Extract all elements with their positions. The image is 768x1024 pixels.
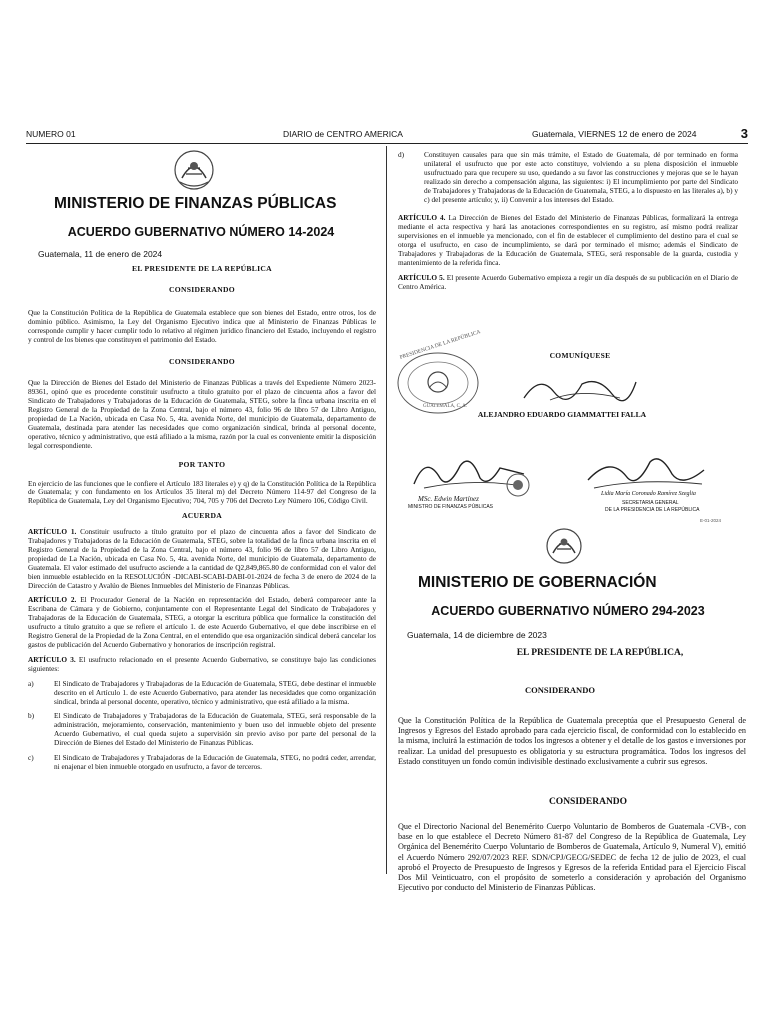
article-4	[398, 214, 738, 267]
list-item: d) Constituyen causales para que sin más trámite, el Estado de Guatemala, dé por terminado en forma unilateral el usufructo que por este acto constituye, volviendo a su plena disposición el inmueble usufructuado para que recupere su uso, quedando a su favor las construcciones y mejoras que se le hayan realizado sin derecho a compensación alguna, las siguientes: i) El incumplimiento por parte del Sindicato de Trabajadores y Trabajadoras de la Educación de Guatemala, STEG, a lo dispuesto en las literales a), b) y c) del presente artículo; y, ii) Convenir a los intereses del Estado.	[398, 150, 738, 204]
article-5	[398, 274, 738, 292]
minister-title: MINISTRO DE FINANZAS PÚBLICAS	[408, 504, 494, 510]
considerando-heading-1: CONSIDERANDO	[168, 284, 236, 294]
considerando-heading-3: CONSIDERANDO	[525, 685, 595, 695]
column-divider	[386, 146, 387, 874]
article-5-label: ARTÍCULO 5.	[398, 272, 445, 282]
page-header	[26, 127, 748, 141]
article-5-text: El presente Acuerdo Gubernativo empieza a regir un día después de su publicación en el Diario de Centro América.	[398, 272, 739, 291]
decree-title-2: ACUERDO GUBERNATIVO NÚMERO 294-2023	[431, 604, 705, 618]
list-item: b) El Sindicato de Trabajadores y Trabajadoras de la Educación de Guatemala, STEG, será responsable de la administración, mejoramiento, conservación, mantenimiento y buen uso del inmueble objeto del presente Acuerdo Gubernativo, el cual queda sujeto a supervisión sin previo aviso por parte del personal de la Dirección de Bienes del Estado del Ministerio de Finanzas Públicas.	[28, 711, 376, 748]
left-column	[28, 265, 376, 778]
article-3	[28, 656, 376, 674]
newspaper-name: DIARIO de CENTRO AMERICA	[283, 129, 403, 139]
issue-number: NUMERO 01	[26, 129, 76, 139]
header-date: Guatemala, VIERNES 12 de enero de 2024	[532, 129, 697, 139]
right-column-top	[398, 151, 738, 298]
article-1-label: ARTÍCULO 1.	[28, 527, 77, 537]
article-1	[28, 528, 376, 590]
por-tanto-heading: POR TANTO	[178, 459, 226, 469]
article-2-label: ARTÍCULO 2.	[28, 595, 77, 605]
decree-date-2: Guatemala, 14 de diciembre de 2023	[407, 630, 547, 640]
article-3-text: El usufructo relacionado en el presente Acuerdo Gubernativo, se constituye bajo las condiciones siguientes:	[28, 654, 377, 673]
seal-text-top: PRESIDENCIA DE LA REPÚBLICA	[399, 329, 482, 361]
header-rule	[26, 143, 748, 144]
page-number: 3	[740, 126, 748, 141]
minister-name: MSc. Edwin Martínez	[418, 495, 479, 503]
article-1-text: Constituir usufructo a título gratuito por el plazo de cincuenta años a favor del Sindicato de Trabajadores y Trabajadoras de la Educación de Guatemala, STEG, sobre la totalidad de la finca urbana inscrita en el Registro General de la Propiedad de la Zona Central, bajo el número 43, folio 96 de libro 57 de Libro Antiguo, propiedad de La Nación, ubicada en Casa No. 5, 4ta. avenida Norte, del municipio de Guatemala, departamento de Guatemala. El valor estimado del usufructo asciende a la cantidad de Q2,849,865.80 de conformidad con el valor del bien inmueble establecido en la RESOLUCIÓN -DICABI-SCABI-DABI-01-2024 de fecha 3 de enero de 2024 de la Dirección de Catastro y Avalúo de Bienes Inmuebles del Ministerio de Finanzas Públicas.	[28, 527, 377, 590]
paragraph-1: Que la Constitución Política de la República de Guatemala establece que son bienes del Estado, entre otros, los de dominio público. Asimismo, la Ley del Organismo Ejecutivo indica que al Ministerio de Finanzas Públicas le corresponde cumplir y hacer cumplir todo lo relativo al régimen jurídico financiero del Estado, incluyendo el registro y control de los bienes que constituyen el patrimonio del Estado.	[28, 307, 376, 344]
coat-of-arms-icon	[172, 148, 216, 192]
small-seal-icon	[505, 472, 531, 498]
decree-title: ACUERDO GUBERNATIVO NÚMERO 14-2024	[67, 225, 335, 239]
article-4-text: La Dirección de Bienes del Estado del Ministerio de Finanzas Públicas, formalizará la entrega mediante el acta respectiva y hará las anotaciones correspondientes en su registro, así mismo podrá realizar supervisiones en el inmueble ya mencionado, con el fin de establecer el cumplimiento del destino para el cual se otorga el usufructo, en caso de incumplimiento, se dará por terminado el mismo; además el Sindicato de Trabajadores y Trabajadoras de la Educación de Guatemala, STEG, será responsable de la guarda, custodia y mantenimiento de la referida finca.	[398, 213, 738, 267]
president-heading-2: EL PRESIDENTE DE LA REPÚBLICA,	[516, 648, 684, 658]
considerando-heading-2: CONSIDERANDO	[168, 357, 236, 367]
article-4-label: ARTÍCULO 4.	[398, 213, 446, 223]
paragraph-4: Que la Constitución Política de la República de Guatemala preceptúa que el Presupuesto General de Ingresos y Egresos del Estado aprobado para cada ejercicio fiscal, de conformidad con lo establecido en la misma, incluirá la estimación de todos los ingresos a obtener y el detalle de los gastos e inversiones por realizar. La unidad del presupuesto es obligatoria y su estructura programática. Todos los ingresos del Estado constituyen un fondo común indivisible destinado exclusivamente a cubrir sus egresos.	[398, 716, 746, 766]
coat-of-arms-icon	[544, 526, 584, 566]
secretary-title-2: DE LA PRESIDENCIA DE LA REPÚBLICA	[605, 507, 700, 513]
president-name: ALEJANDRO EDUARDO GIAMMATTEI FALLA	[477, 410, 647, 419]
article-2	[28, 596, 376, 649]
article-3-label: ARTÍCULO 3.	[28, 654, 76, 664]
president-signature-icon	[520, 370, 640, 406]
list-item: c) El Sindicato de Trabajadores y Trabajadoras de la Educación de Guatemala, STEG, no podrá ceder, arrendar, ni enajenar el bien inmueble otorgado en usufructo, a favor de terceros.	[28, 753, 376, 771]
paragraph-3: En ejercicio de las funciones que le confiere el Artículo 183 literales e) y q) de la Constitución Política de la República de Guatemala; y con fundamento en los Artículos 35 literal m) del Decreto Número 114-97 del Congreso de la República de Guatemala, Ley del Organismo Ejecutivo; 704, 705 y 706 del Decreto Ley Número 106, Código Civil.	[28, 478, 376, 506]
comuniquese-heading: COMUNÍQUESE	[549, 351, 611, 360]
paragraph-2: Que la Dirección de Bienes del Estado del Ministerio de Finanzas Públicas a través del Expediente Número 2023-89361, opinó que es procedente constituir usufructo a título gratuito por el plazo de cincuenta años a favor del Sindicato de Trabajadores y Trabajadoras de la Educación de Guatemala, STEG, sobre la finca urbana inscrita en el Registro General de la Propiedad de la Zona Central, bajo el número 43, folio 96 de libro 57 de Libro Antiguo, propiedad de La Nación, ubicada en Casa No. 5, 4ta. avenida Norte, del municipio de Guatemala, departamento de Guatemala, destinada para atender las necesidades que como organización sindical, brinda al personal docente, operativo, técnico y administrativo, que está afiliado a la misma, razón por la cual es conveniente emitir la disposición legal correspondiente.	[28, 378, 376, 450]
article-2-text: El Procurador General de la Nación en representación del Estado, deberá comparecer ante la Escribana de Cámara y de Gobierno, conjuntamente con el Representante Legal del Sindicato de Trabajadores y Trabajadoras de la Educación de Guatemala, STEG, a otorgar la escritura pública que formalice la constitución del usufructo a título gratuito a que se refiere el artículo 1. de este Acuerdo Gubernativo, el que debe inscribirse en el Registro General de la Propiedad de la Zona Central, en el entendido que esa organización sindical deberá cancelar los gastos de publicación del Acuerdo Gubernativo y honorarios de inscripción registral.	[28, 595, 376, 649]
president-heading: EL PRESIDENTE DE LA REPÚBLICA	[132, 264, 272, 273]
decree-date: Guatemala, 11 de enero de 2024	[38, 249, 163, 259]
ministry-title: MINISTERIO DE FINANZAS PÚBLICAS	[54, 195, 337, 212]
list-item: a) El Sindicato de Trabajadores y Trabajadoras de la Educación de Guatemala, STEG, debe destinar el inmueble descrito en el Artículo 1. de este Acuerdo Gubernativo, para atender las necesidades que como organización sindical, brinda al personal docente, operativo, técnico y administrativo, que está afiliado a la misma.	[28, 678, 376, 706]
acuerda-heading: ACUERDA	[181, 511, 223, 521]
document-code: E-01-2024	[700, 518, 722, 523]
considerando-heading-4: CONSIDERANDO	[548, 797, 628, 807]
paragraph-5: Que el Directorio Nacional del Benemérito Cuerpo Voluntario de Bomberos de Guatemala -CVB-, con base en lo que establece el Decreto Número 81-87 del Congreso de la República de Guatemala, Ley Orgánica del Benemérito Cuerpo Voluntario de Bomberos de Guatemala, Artículo 9, Numeral V), emitió el Acuerdo Número 292/07/2023 REF. SDN/CPJ/GECG/SEDEC de fecha 12 de julio de 2023, el cual aprobó el Proyecto de Presupuesto de Ingresos y Egresos de la referida Entidad para el Ejercicio Fiscal Dos Mil Veinticuatro, con el propósito de someterlo a consideración y aprobación del Organismo Ejecutivo por conducto del Ministerio de Finanzas Públicas.	[398, 822, 746, 893]
seal-text-bottom: GUATEMALA, C. A.	[423, 404, 468, 409]
secretary-title-1: SECRETARIA GENERAL	[622, 500, 679, 506]
secretary-name: Lidia María Coronado Ramírez Szeglia	[601, 491, 696, 497]
ministry-title-2: MINISTERIO DE GOBERNACIÓN	[418, 574, 657, 591]
